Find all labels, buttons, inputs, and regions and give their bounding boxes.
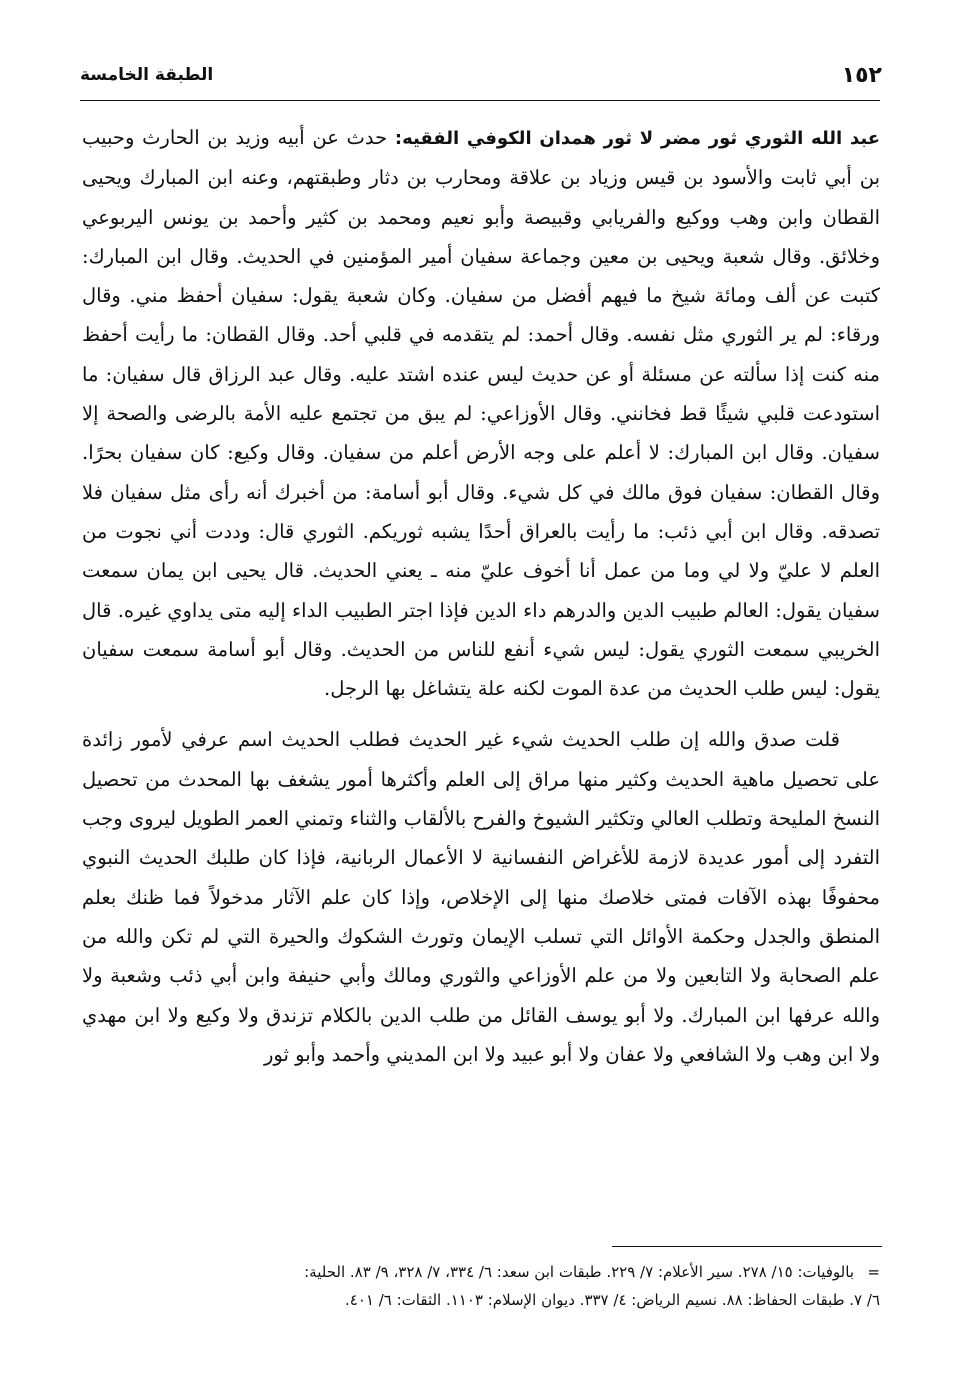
footnote-line [82, 1286, 880, 1314]
footnotes [82, 1258, 880, 1314]
footnote-text: بالوفيات: ١٥/ ٢٧٨. سير الأعلام: ٧/ ٢٢٩. طبقات ابن سعد: ٦/ ٣٣٤، ٧/ ٣٢٨، ٩/ ٨٣. الحلية: [304, 1263, 854, 1281]
entry-title: عبد الله الثوري ثور مضر لا ثور همدان الكوفي الفقيه: [394, 128, 881, 149]
page-header [80, 58, 882, 92]
page-number: ١٥٢ [841, 62, 882, 88]
footnote-line [82, 1258, 880, 1286]
paragraph-text: قلت صدق والله إن طلب الحديث شيء غير الحديث فطلب الحديث اسم عرفي لأمور زائدة على تحصيل ماهية الحديث وكثير منها مراق إلى العلم وأكثرها أمور يشغف بها المحدث من تحصيل النسخ المليحة وتطلب العالي وتكثير الشيوخ والفرح بالألقاب والثناء وتمني العمر الطويل ليروى وجب التفرد إلى أمور عديدة لازمة للأغراض النفسانية لا الأعمال الربانية، فإذا كان طلبك الحديث النبوي محفوفًا بهذه الآفات فمتى خلاصك منها إلى الإخلاص، وإذا كان علم الآثار مدخولاً فما ظنك بعلم المنطق والجدل وحكمة الأوائل التي تسلب الإيمان وتورث الشكوك والحيرة التي لم تكن والله من علم الصحابة ولا التابعين ولا من علم الأوزاعي والثوري ومالك وأبي حنيفة وابن أبي ذئب وشعبة ولا والله عرفها ابن المبارك. ولا أبو يوسف القائل من طلب الدين بالكلام تزندق ولا وكيع ولا ابن مهدي ولا ابن وهب ولا الشافعي ولا عفان ولا أبو عبيد ولا ابن المديني وأحمد وأبو ثور [82, 728, 880, 1066]
running-title: الطبقة الخامسة [80, 65, 214, 85]
paragraph-sufyan-biography [82, 118, 880, 708]
header-rule [80, 100, 880, 101]
main-text [82, 118, 880, 1074]
paragraph-text: حدث عن أبيه وزيد بن الحارث وحبيب بن أبي ثابت والأسود بن قيس وزياد بن علاقة ومحارب بن دثار وطبقتهم، وعنه ابن المبارك ويحيى القطان وابن وهب ووكيع والفريابي وقبيصة وأبو نعيم ومحمد بن كثير وأحمد بن يونس اليربوعي وخلائق. وقال شعبة ويحيى بن معين وجماعة سفيان أمير المؤمنين في الحديث. وقال ابن المبارك: كتبت عن ألف ومائة شيخ ما فيهم أفضل من سفيان. وكان شعبة يقول: سفيان أحفظ مني. وقال ورقاء: لم ير الثوري مثل نفسه. وقال أحمد: لم يتقدمه في قلبي أحد. وقال القطان: ما رأيت أحفظ منه كنت إذا سألته عن مسئلة أو عن حديث ليس عنده اشتد عليه. وقال عبد الرزاق قال سفيان: ما استودعت قلبي شيئًا قط فخانني. وقال الأوزاعي: لم يبق من تجتمع عليه الأمة بالرضى والصحة إلا سفيان. وقال ابن المبارك: لا أعلم على وجه الأرض أعلم من سفيان. وقال وكيع: كان سفيان بحرًا. وقال القطان: سفيان فوق مالك في كل شيء. وقال أبو أسامة: من أخبرك أنه رأى مثل سفيان فلا تصدقه. وقال ابن أبي ذئب: ما رأيت بالعراق أحدًا يشبه ثوريكم. الثوري قال: وددت أني نجوت من العلم لا عليّ ولا لي وما من عمل أنا أخوف عليّ منه ـ يعني الحديث. قال يحيى ابن يمان سمعت سفيان يقول: العالم طبيب الدين والدرهم داء الدين فإذا اجتر الطبيب الداء إليه متى يداوي غيره. قال الخريبي سمعت الثوري يقول: ليس شيء أنفع للناس من الحديث. وقال أبو أسامة سمعت سفيان يقول: ليس طلب الحديث من عدة الموت لكنه علة يتشاغل بها الرجل. [82, 126, 880, 701]
footnote-text: ٦/ ٧. طبقات الحفاظ: ٨٨. نسيم الرياض: ٤/ ٣٣٧. ديوان الإسلام: ١١٠٣. الثقات: ٦/ ٤٠١. [345, 1291, 880, 1309]
footnote-continuation-marker: = [867, 1263, 880, 1281]
footnote-rule [612, 1246, 882, 1247]
paragraph-author-comment [82, 720, 880, 1074]
